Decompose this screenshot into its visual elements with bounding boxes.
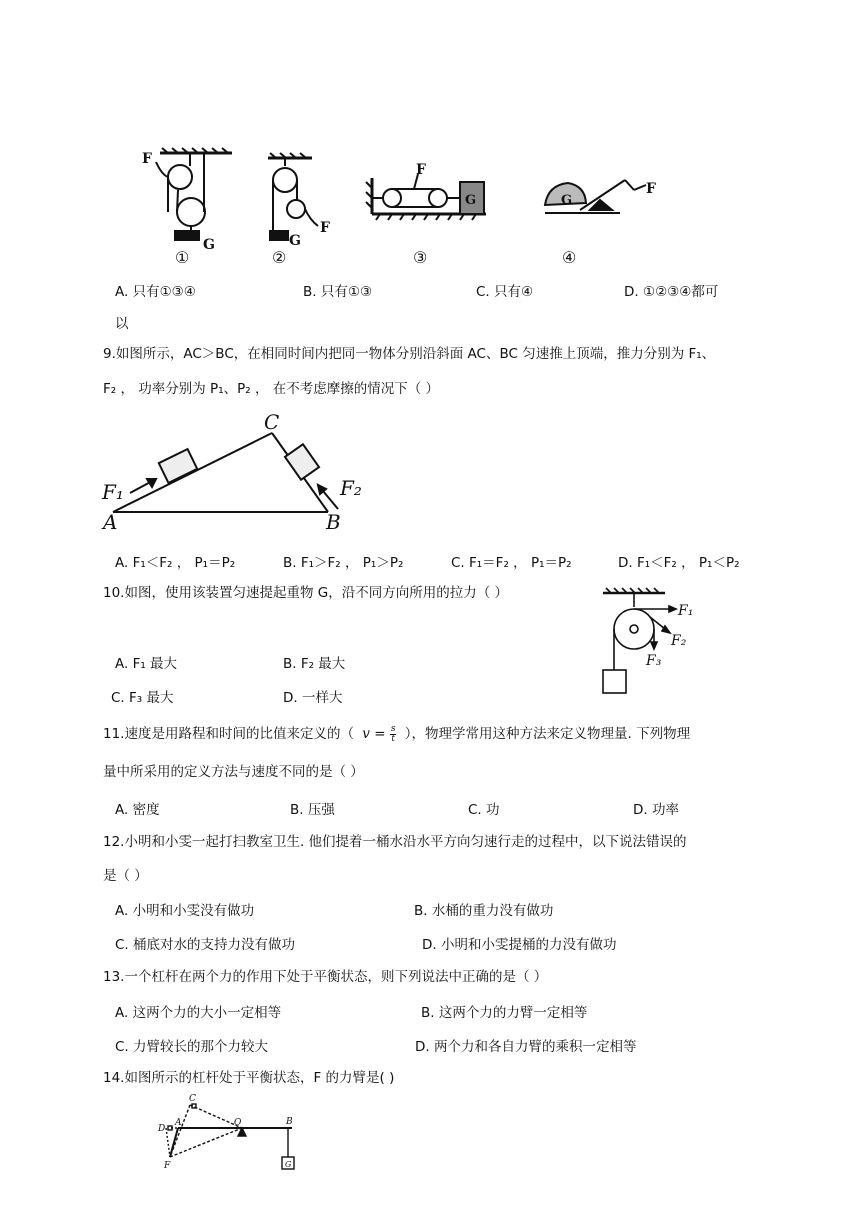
q11-formula-denominator: t: [391, 733, 395, 744]
q12-option-b[interactable]: B. 水桶的重力没有做功: [414, 903, 554, 919]
q10-label-f1: F₁: [678, 603, 694, 619]
q8-option-b[interactable]: B. 只有①③: [303, 284, 373, 300]
q11-stem-part2: ），物理学常用这种方法来定义物理量. 下列物理: [404, 726, 691, 742]
q11-option-d[interactable]: D. 功率: [633, 802, 679, 818]
q9-option-a[interactable]: A. F₁＜F₂ ， P₁＝P₂: [115, 555, 236, 571]
machine-1-force-label: F: [142, 151, 152, 167]
q11-formula-v: v: [362, 726, 370, 742]
q13-option-b[interactable]: B. 这两个力的力臂一定相等: [421, 1005, 588, 1021]
q12-option-a[interactable]: A. 小明和小雯没有做功: [115, 903, 255, 919]
q12-option-c[interactable]: C. 桶底对水的支持力没有做功: [115, 937, 296, 953]
q14-label-f: F: [164, 1161, 171, 1171]
q14-figure: [0, 1090, 860, 1200]
q11-option-c[interactable]: C. 功: [468, 802, 500, 818]
q11-formula: [362, 724, 396, 744]
q8-figure: [0, 0, 860, 270]
q13-option-c[interactable]: C. 力臂较长的那个力较大: [115, 1039, 269, 1055]
q14-label-c: C: [189, 1094, 196, 1104]
q9-label-a: A: [103, 510, 118, 534]
machine-1-weight-label: G: [203, 237, 215, 253]
q8-option-a[interactable]: A. 只有①③④: [115, 284, 196, 300]
q12-stem-line2: 是（ ）: [103, 868, 148, 884]
q9-figure: [0, 405, 860, 545]
machine-2-force-label: F: [320, 220, 330, 236]
q11-stem-line1: [103, 724, 690, 744]
q9-label-f1: F₁: [102, 480, 124, 504]
q9-option-b[interactable]: B. F₁＞F₂ ， P₁＞P₂: [283, 555, 404, 571]
q14-label-b: B: [286, 1117, 293, 1127]
q11-option-a[interactable]: A. 密度: [115, 802, 160, 818]
q8-option-c[interactable]: C. 只有④: [476, 284, 534, 300]
machine-2-pulley: [268, 153, 318, 240]
q14-stem: 14.如图所示的杠杆处于平衡状态，F 的力臂是( ): [103, 1070, 395, 1086]
q9-label-b: B: [326, 510, 341, 534]
q14-label-a: A: [175, 1118, 182, 1128]
machine-4-label: ④: [562, 248, 577, 267]
q11-formula-eq: =: [369, 726, 390, 742]
machine-1-pulley-block: [156, 148, 232, 240]
machine-4-weight-label: G: [561, 193, 573, 208]
q10-option-d[interactable]: D. 一样大: [283, 690, 343, 706]
q11-formula-numerator: s: [390, 723, 396, 734]
q12-option-d[interactable]: D. 小明和小雯提桶的力没有做功: [422, 937, 617, 953]
machine-1-label: ①: [175, 248, 190, 267]
q12-stem-line1: 12.小明和小雯一起打扫教室卫生. 他们提着一桶水沿水平方向匀速行走的过程中，以下说法错误的: [103, 834, 687, 850]
q8-option-d-wrap: 以: [115, 316, 129, 332]
q13-option-d[interactable]: D. 两个力和各自力臂的乘积一定相等: [415, 1039, 637, 1055]
q14-label-o: O: [234, 1118, 242, 1128]
q8-option-d[interactable]: D. ①②③④都可: [624, 284, 719, 300]
q14-label-g: G: [285, 1160, 292, 1169]
q9-label-c: C: [264, 410, 280, 434]
q14-label-d: D: [158, 1124, 166, 1134]
q13-stem: 13.一个杠杆在两个力的作用下处于平衡状态，则下列说法中正确的是（ ）: [103, 969, 548, 985]
machine-3-weight-label: G: [465, 193, 477, 208]
q13-option-a[interactable]: A. 这两个力的大小一定相等: [115, 1005, 282, 1021]
q10-label-f3: F₃: [646, 653, 662, 669]
q11-option-b[interactable]: B. 压强: [290, 802, 335, 818]
machine-2-label: ②: [272, 248, 287, 267]
q11-stem-part1: 11.速度是用路程和时间的比值来定义的（: [103, 726, 354, 742]
q11-stem-line2: 量中所采用的定义方法与速度不同的是（ ）: [103, 764, 364, 780]
q9-label-f2: F₂: [340, 476, 362, 500]
q9-stem-line2: F₂ ， 功率分别为 P₁、P₂ ， 在不考虑摩擦的情况下（ ）: [103, 381, 440, 397]
q10-option-a[interactable]: A. F₁ 最大: [115, 656, 178, 672]
q10-label-f2: F₂: [671, 633, 687, 649]
machine-3-force-label: F: [416, 162, 426, 178]
machine-4-force-label: F: [646, 181, 656, 197]
q9-option-c[interactable]: C. F₁＝F₂ ， P₁＝P₂: [451, 555, 572, 571]
q9-option-d[interactable]: D. F₁＜F₂ ， P₁＜P₂: [618, 555, 740, 571]
q9-stem-line1: 9.如图所示，AC＞BC，在相同时间内把同一物体分别沿斜面 AC、BC 匀速推上顶端，推力分别为 F₁、: [103, 346, 716, 362]
machine-2-weight-label: G: [289, 233, 301, 249]
machine-3-label: ③: [413, 248, 428, 267]
q10-stem: 10.如图，使用该装置匀速提起重物 G，沿不同方向所用的拉力（ ）: [103, 585, 509, 601]
q10-option-b[interactable]: B. F₂ 最大: [283, 656, 346, 672]
q10-option-c[interactable]: C. F₃ 最大: [111, 690, 174, 706]
